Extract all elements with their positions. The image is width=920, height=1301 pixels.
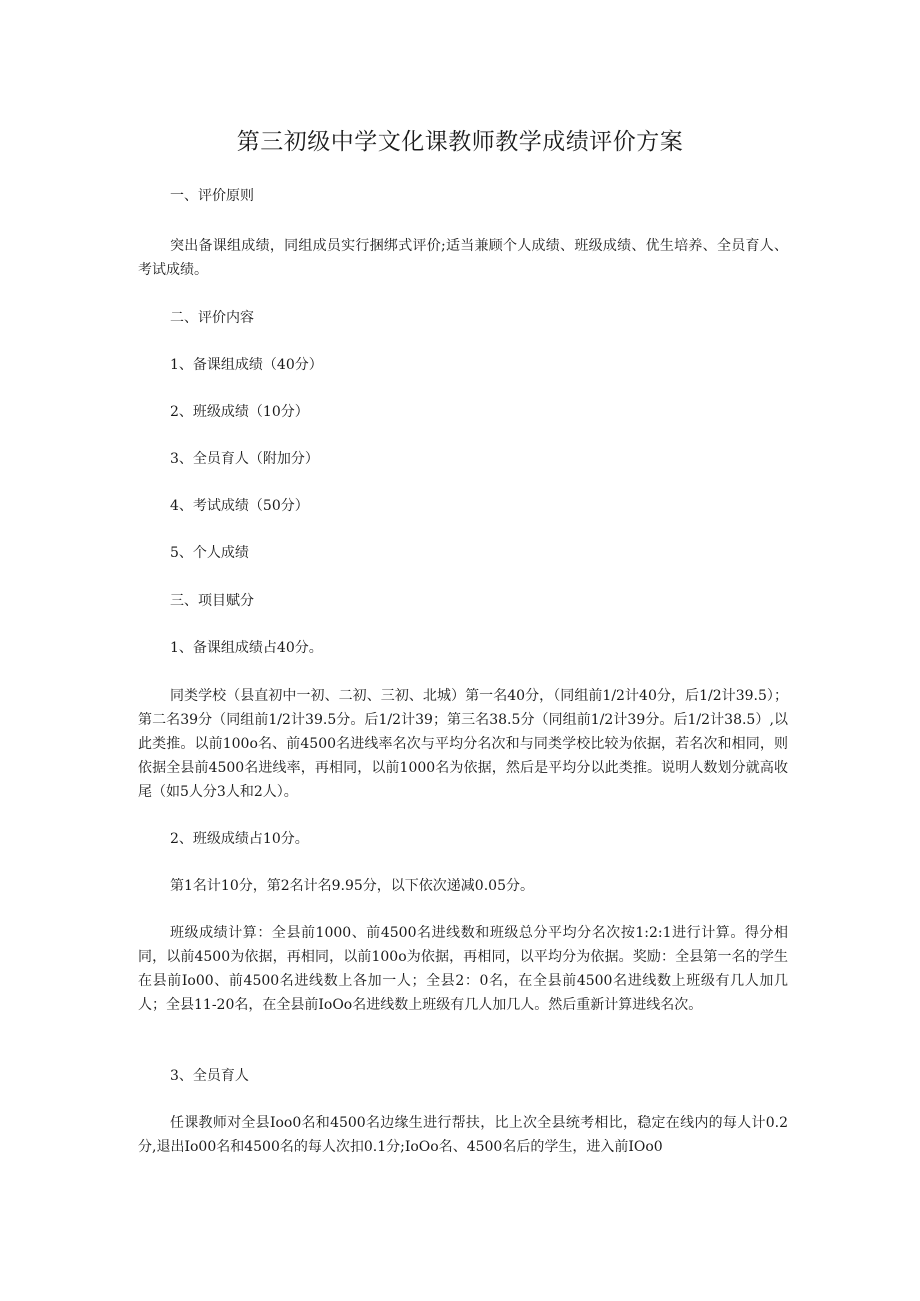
section-heading-scoring: 三、项目赋分: [170, 593, 254, 609]
section-heading-content: 二、评价内容: [170, 310, 254, 326]
document-title: 第三初级中学文化课教师教学成绩评价方案: [236, 129, 684, 155]
subsection-heading-group-score: 1、备课组成绩占40分。: [170, 640, 323, 656]
paragraph-class-score-calculation: 班级成绩计算：全县前1000、前4500名进线数和班级总分平均分名次按1:2:1进行计算。得分相同，以前4500为依据，再相同，以前100o为依据，再相同，以平均分为依据。奖励：全县第一名的学生在县前Io00、前4500名进线数上各加一人；全县2：0名，在全县前4500名进线数上班级有几人加几人；全县11-20名，在全县前IoOo名进线数上班级有几人加几人。然后重新计算进线名次。: [138, 925, 788, 1013]
paragraph-principles: 突出备课组成绩，同组成员实行捆绑式评价;适当兼顾个人成绩、班级成绩、优生培养、全员育人、考试成绩。: [138, 238, 788, 278]
list-item-content-4: 4、考试成绩（50分）: [170, 498, 309, 514]
list-item-content-1: 1、备课组成绩（40分）: [170, 357, 323, 373]
list-item-content-5: 5、个人成绩: [170, 545, 249, 561]
paragraph-all-staff: 任课教师对全县Ioo0名和4500名边缘生进行帮扶，比上次全县统考相比，稳定在线内的每人计0.2分,退出Io00名和4500名的每人次扣0.1分;IoOo名、4500名后的学生，进入前IOo0: [138, 1115, 788, 1155]
paragraph-class-score-ranking: 第1名计10分，第2名计名9.95分，以下依次递减0.05分。: [170, 878, 534, 894]
section-heading-principles: 一、评价原则: [170, 188, 254, 204]
subsection-heading-all-staff: 3、全员育人: [170, 1068, 249, 1084]
subsection-heading-class-score: 2、班级成绩占10分。: [170, 831, 309, 847]
list-item-content-2: 2、班级成绩（10分）: [170, 404, 309, 420]
paragraph-group-score: 同类学校（县直初中一初、二初、三初、北城）第一名40分，（同组前1/2计40分，后1/2计39.5）；第二名39分（同组前1/2计39.5分。后1/2计39；第三名38.5分（同组前1/2计39分。后1/2计38.5）,以此类推。以前100o名、前4500名进线率名次与平均分名次和与同类学校比较为依据，若名次和相同，则依据全县前4500名进线率，再相同，以前1000名为依据，然后是平均分以此类推。说明人数划分就高收尾（如5人分3人和2人）。: [138, 688, 788, 800]
list-item-content-3: 3、全员育人（附加分）: [170, 451, 319, 467]
